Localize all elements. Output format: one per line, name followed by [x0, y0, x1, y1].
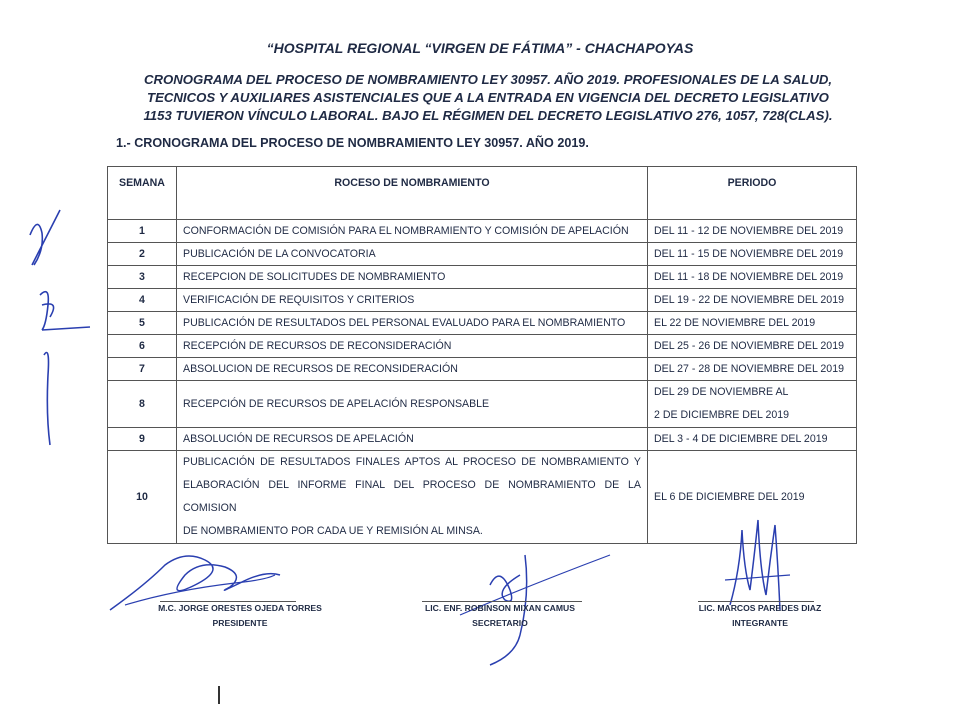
period-cell: DEL 3 - 4 DE DICIEMBRE DEL 2019	[648, 428, 857, 451]
period-cell: DEL 25 - 26 DE NOVIEMBRE DEL 2019	[648, 335, 857, 358]
header-semana: SEMANA	[108, 167, 177, 220]
table-row	[108, 266, 857, 289]
process-line: DE NOMBRAMIENTO POR CADA UE Y REMISIÓN AL MINSA.	[183, 525, 483, 537]
process-cell: RECEPCIÓN DE RECURSOS DE RECONSIDERACIÓN	[177, 335, 648, 358]
signature-line	[422, 601, 582, 602]
table-header-row	[108, 167, 857, 220]
period-cell: DEL 19 - 22 DE NOVIEMBRE DEL 2019	[648, 289, 857, 312]
schedule-table	[107, 166, 857, 544]
document-title: “HOSPITAL REGIONAL “VIRGEN DE FÁTIMA” - CHACHAPOYAS	[266, 40, 694, 56]
table-row	[108, 243, 857, 266]
signer-name: LIC. ENF. ROBINSON MIXAN CAMUS	[425, 603, 575, 613]
process-cell: VERIFICACIÓN DE REQUISITOS Y CRITERIOS	[177, 289, 648, 312]
week-cell: 1	[108, 220, 177, 243]
week-cell: 6	[108, 335, 177, 358]
header-periodo: PERIODO	[648, 167, 857, 220]
process-line: PUBLICACIÓN DE RESULTADOS FINALES APTOS AL PROCESO DE NOMBRAMIENTO Y	[183, 456, 641, 468]
table-row	[108, 289, 857, 312]
week-cell: 7	[108, 358, 177, 381]
subtitle-line-1: CRONOGRAMA DEL PROCESO DE NOMBRAMIENTO LEY 30957. AÑO 2019. PROFESIONALES DE LA SALUD,	[143, 72, 833, 87]
header-proceso: ROCESO DE NOMBRAMIENTO	[177, 167, 648, 220]
process-cell: RECEPCION DE SOLICITUDES DE NOMBRAMIENTO	[177, 266, 648, 289]
process-cell: CONFORMACIÓN DE COMISIÓN PARA EL NOMBRAMIENTO Y COMISIÓN DE APELACIÓN	[177, 220, 648, 243]
period-cell: DEL 27 - 28 DE NOVIEMBRE DEL 2019	[648, 358, 857, 381]
signer-name: M.C. JORGE ORESTES OJEDA TORRES	[158, 603, 322, 613]
subtitle-line-2: TECNICOS Y AUXILIARES ASISTENCIALES QUE A LA ENTRADA EN VIGENCIA DEL DECRETO LEGISLATIVO	[147, 90, 829, 105]
process-cell	[177, 451, 648, 544]
table-row	[108, 381, 857, 428]
process-cell: PUBLICACIÓN DE RESULTADOS DEL PERSONAL EVALUADO PARA EL NOMBRAMIENTO	[177, 312, 648, 335]
period-line: 2 DE DICIEMBRE DEL 2019	[654, 409, 790, 421]
week-cell: 2	[108, 243, 177, 266]
period-line: DEL 29 DE NOVIEMBRE AL	[654, 386, 789, 398]
signer-name: LIC. MARCOS PAREDES DIAZ	[698, 603, 822, 613]
week-cell: 9	[108, 428, 177, 451]
week-cell: 5	[108, 312, 177, 335]
week-cell: 4	[108, 289, 177, 312]
period-cell: EL 6 DE DICIEMBRE DEL 2019	[648, 451, 857, 544]
period-cell	[648, 381, 857, 428]
subtitle-line-3: 1153 TUVIERON VÍNCULO LABORAL. BAJO EL RÉGIMEN DEL DECRETO LEGISLATIVO 276, 1057, 728(CLAS).	[143, 108, 833, 123]
signer-role: PRESIDENTE	[212, 618, 268, 628]
period-cell: DEL 11 - 18 DE NOVIEMBRE DEL 2019	[648, 266, 857, 289]
process-cell: ABSOLUCION DE RECURSOS DE RECONSIDERACIÓN	[177, 358, 648, 381]
page-edge-mark	[218, 686, 220, 704]
week-cell: 8	[108, 381, 177, 428]
period-cell: EL 22 DE NOVIEMBRE DEL 2019	[648, 312, 857, 335]
table-row	[108, 312, 857, 335]
signer-role: SECRETARIO	[472, 618, 528, 628]
table-row	[108, 358, 857, 381]
week-cell: 10	[108, 451, 177, 544]
process-cell: PUBLICACIÓN DE LA CONVOCATORIA	[177, 243, 648, 266]
table-row	[108, 220, 857, 243]
process-line: ELABORACIÓN DEL INFORME FINAL DEL PROCESO DE NOMBRAMIENTO DE LA COMISION	[183, 479, 641, 514]
signature-line	[698, 601, 814, 602]
period-cell: DEL 11 - 15 DE NOVIEMBRE DEL 2019	[648, 243, 857, 266]
process-cell: ABSOLUCIÓN DE RECURSOS DE APELACIÓN	[177, 428, 648, 451]
signature-line	[160, 601, 296, 602]
week-cell: 3	[108, 266, 177, 289]
signer-role: INTEGRANTE	[732, 618, 788, 628]
margin-initials-signature	[20, 205, 100, 455]
process-cell: RECEPCIÓN DE RECURSOS DE APELACIÓN RESPONSABLE	[177, 381, 648, 428]
table-row	[108, 335, 857, 358]
table-row	[108, 428, 857, 451]
period-cell: DEL 11 - 12 DE NOVIEMBRE DEL 2019	[648, 220, 857, 243]
section-heading: 1.- CRONOGRAMA DEL PROCESO DE NOMBRAMIENTO LEY 30957. AÑO 2019.	[116, 136, 589, 150]
